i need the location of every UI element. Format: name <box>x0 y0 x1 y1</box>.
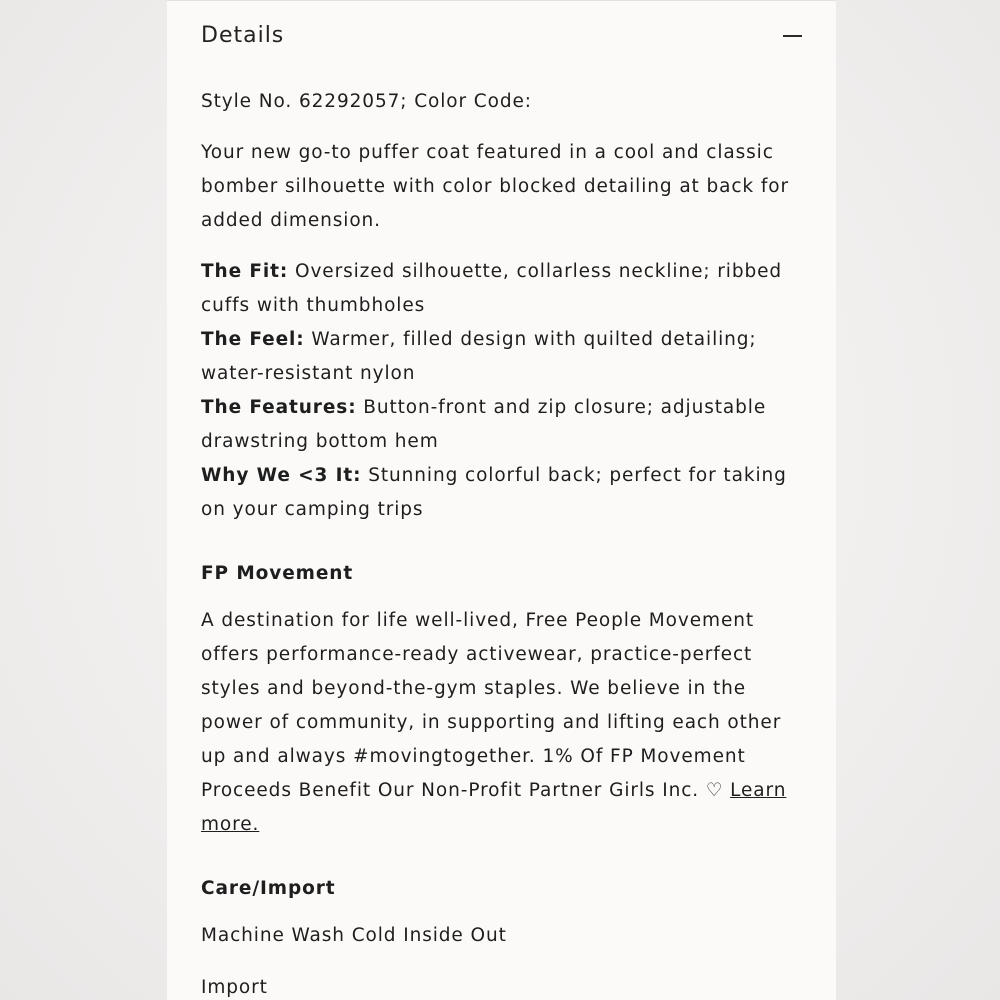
care-import-heading: Care/Import <box>201 878 336 899</box>
feature-label: The Fit: <box>201 261 289 282</box>
learn-more-link[interactable]: Learn more. <box>201 780 787 835</box>
details-title: Details <box>201 23 285 48</box>
feature-text: Button-front and zip closure; adjustable drawstring bottom hem <box>201 397 767 452</box>
fp-movement-body: A destination for life well-lived, Free People Movement offers performance-ready activewear, practice-perfect styles and beyond-the-gym staples. We believe in the power of community, in supporting and lifting each other up and always #movingtogether. 1% Of FP Movement Proceeds Benefit Our Non-Profit Partner Girls Inc. ♡ <box>201 610 782 801</box>
feature-features <box>201 391 806 459</box>
import-line: Import <box>201 977 268 998</box>
minus-icon[interactable] <box>783 35 802 37</box>
feature-label: Why We <3 It: <box>201 465 362 486</box>
feature-why <box>201 459 806 527</box>
details-accordion-header[interactable] <box>201 19 802 55</box>
feature-text: Warmer, filled design with quilted detailing; water-resistant nylon <box>201 329 757 384</box>
feature-label: The Feel: <box>201 329 305 350</box>
care-instruction: Machine Wash Cold Inside Out <box>201 925 507 946</box>
feature-text: Stunning colorful back; perfect for taking on your camping trips <box>201 465 787 520</box>
fp-movement-text <box>201 604 806 842</box>
details-content <box>201 85 806 1000</box>
style-number: Style No. 62292057; Color Code: <box>201 91 532 112</box>
feature-feel <box>201 323 806 391</box>
feature-fit <box>201 255 806 323</box>
details-panel <box>167 0 836 1000</box>
feature-label: The Features: <box>201 397 357 418</box>
feature-text: Oversized silhouette, collarless neckline; ribbed cuffs with thumbholes <box>201 261 783 316</box>
product-description: Your new go-to puffer coat featured in a cool and classic bomber silhouette with color blocked detailing at back for added dimension. <box>201 142 789 231</box>
fp-movement-heading: FP Movement <box>201 563 354 584</box>
